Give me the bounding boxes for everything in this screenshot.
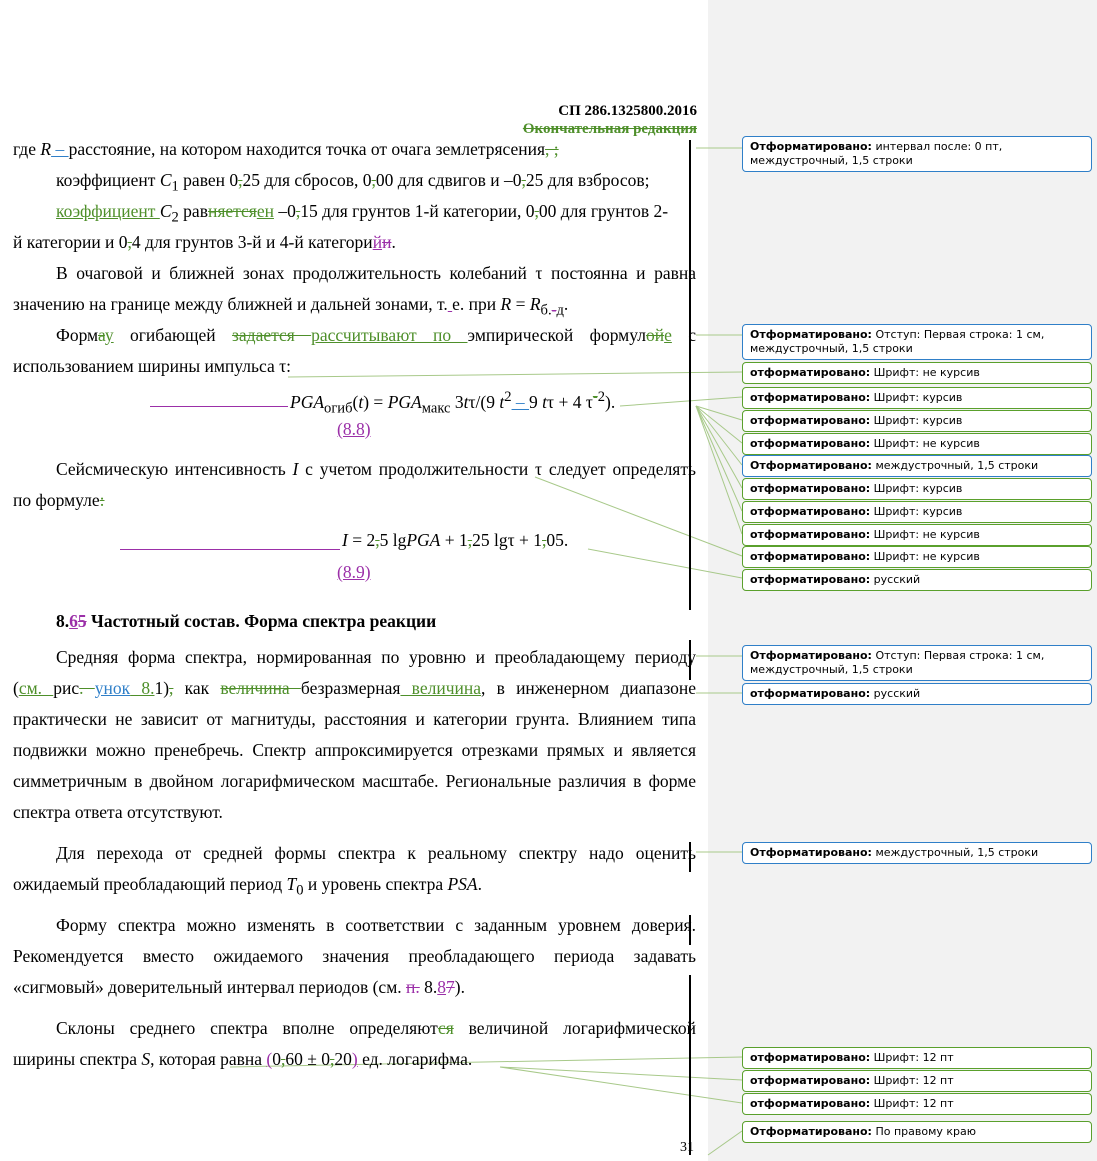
text-line[interactable]: Средняя форма спектра, нормированная по уровню и преобладающему периоду — [56, 647, 696, 667]
text-line[interactable]: где R – расстояние, на котором находится точка от очага землетрясения, ; — [13, 139, 559, 159]
format-comment[interactable]: отформатировано: Шрифт: 12 пт — [742, 1093, 1092, 1115]
format-comment[interactable]: Отформатировано: Отступ: Первая строка: 1 см, междустрочный, 1,5 строки — [742, 645, 1092, 681]
text-line[interactable]: Формау огибающей задается рассчитывают по эмпирической формулойе с — [56, 325, 696, 345]
formula-8-8[interactable]: $PGA_{огиб}(t) = PGA_{макс}$ 3tτ/(9 $t^2 - 9$ tτ + 4 $\tau^{-2}$). — [290, 389, 616, 417]
text-line[interactable]: по формуле: — [13, 490, 105, 510]
format-comment[interactable]: отформатировано: Шрифт: не курсив — [742, 524, 1092, 546]
text-line[interactable]: симметричным в двойном логарифмическом масштабе. Региональные различия в форме — [13, 771, 696, 791]
format-comment[interactable]: отформатировано: Шрифт: не курсив — [742, 433, 1092, 455]
tab-underline — [120, 549, 340, 550]
format-comment[interactable]: Отформатировано: интервал после: 0 пт, междустрочный, 1,5 строки — [742, 136, 1092, 172]
format-comment[interactable]: отформатировано: русский — [742, 569, 1092, 591]
text-line[interactable]: спектра ответа отсутствуют. — [13, 802, 223, 822]
format-comment[interactable]: отформатировано: русский — [742, 683, 1092, 705]
format-comment[interactable]: Отформатировано: Отступ: Первая строка: 1 см, междустрочный, 1,5 строки — [742, 324, 1092, 360]
text-line[interactable]: подвижки можно пренебречь. Спектр аппроксимируется отрезками прямых и является — [13, 740, 696, 760]
text-line[interactable]: коэффициент $C_1$ равен 0,25 для сбросов, 0,00 для сдвигов и –0,25 для взбросов; — [56, 170, 650, 195]
format-comment[interactable]: Отформатировано: По правому краю — [742, 1121, 1092, 1143]
edition-label: Окончательная редакция — [522, 121, 697, 137]
tab-underline — [150, 406, 288, 407]
page-number: 31 — [680, 1140, 694, 1155]
format-comment[interactable]: отформатировано: Шрифт: курсив — [742, 501, 1092, 523]
format-comment[interactable]: Отформатировано: междустрочный, 1,5 строки — [742, 842, 1092, 864]
text-line[interactable]: коэффициент $C_2$ равняетсяен –0,15 для грунтов 1-й категории, 0,00 для грунтов 2- — [56, 201, 669, 226]
formula-8-9[interactable]: I = 2,5 lgPGA + 1,25 lgτ + 1,05. — [342, 530, 569, 550]
text-line[interactable]: Склоны среднего спектра вполне определяются величиной логарифмической — [56, 1018, 696, 1038]
format-comment[interactable]: Отформатировано: междустрочный, 1,5 строки — [742, 455, 1092, 477]
section-heading[interactable]: 8.65 Частотный состав. Форма спектра реакции — [56, 611, 437, 631]
format-comment[interactable]: отформатировано: Шрифт: курсив — [742, 410, 1092, 432]
document-code: СП 286.1325800.2016 — [558, 103, 697, 119]
text-line[interactable]: й категории и 0,4 для грунтов 3-й и 4-й категорийи. — [13, 232, 396, 252]
text-line[interactable]: «сигмовый» доверительный интервал периодов (см. п. 8.87). — [13, 977, 465, 997]
text-line[interactable]: ожидаемый преобладающий период $T_0$ и уровень спектра PSA. — [13, 874, 482, 899]
text-line[interactable]: В очаговой и ближней зонах продолжительность колебаний τ постоянна и равна — [56, 263, 696, 283]
text-line[interactable]: значению на границе между ближней и дальней зонами, т. е. при $R = R_{б.-д}$. — [13, 294, 569, 319]
format-comment[interactable]: отформатировано: Шрифт: не курсив — [742, 362, 1092, 384]
text-line[interactable]: Сейсмическую интенсивность I с учетом продолжительности τ следует определять — [56, 459, 696, 479]
text-line[interactable]: использованием ширины импульса τ: — [13, 356, 292, 376]
text-line[interactable]: ширины спектра S, которая равна (0,60 ± 0,20) ед. логарифма. — [13, 1049, 473, 1069]
text-line[interactable]: (см. рис. унок 8.1), как величина безразмерная величина, в инженерном диапазоне — [13, 678, 697, 698]
equation-number: (8.8) — [337, 419, 371, 439]
text-line[interactable]: Форму спектра можно изменять в соответствии с заданным уровнем доверия. — [56, 915, 696, 935]
format-comment[interactable]: отформатировано: Шрифт: курсив — [742, 478, 1092, 500]
format-comment[interactable]: отформатировано: Шрифт: 12 пт — [742, 1070, 1092, 1092]
text-line[interactable]: Рекомендуется вместо ожидаемого значения преобладающего периода задавать — [13, 946, 696, 966]
text-line[interactable]: практически не зависит от магнитуды, расстояния и категории грунта. Влиянием типа — [13, 709, 696, 729]
equation-number: (8.9) — [337, 562, 371, 582]
text-line[interactable]: Для перехода от средней формы спектра к реальному спектру надо оценить — [56, 843, 696, 863]
format-comment[interactable]: отформатировано: Шрифт: курсив — [742, 387, 1092, 409]
format-comment[interactable]: отформатировано: Шрифт: 12 пт — [742, 1047, 1092, 1069]
format-comment[interactable]: отформатировано: Шрифт: не курсив — [742, 546, 1092, 568]
